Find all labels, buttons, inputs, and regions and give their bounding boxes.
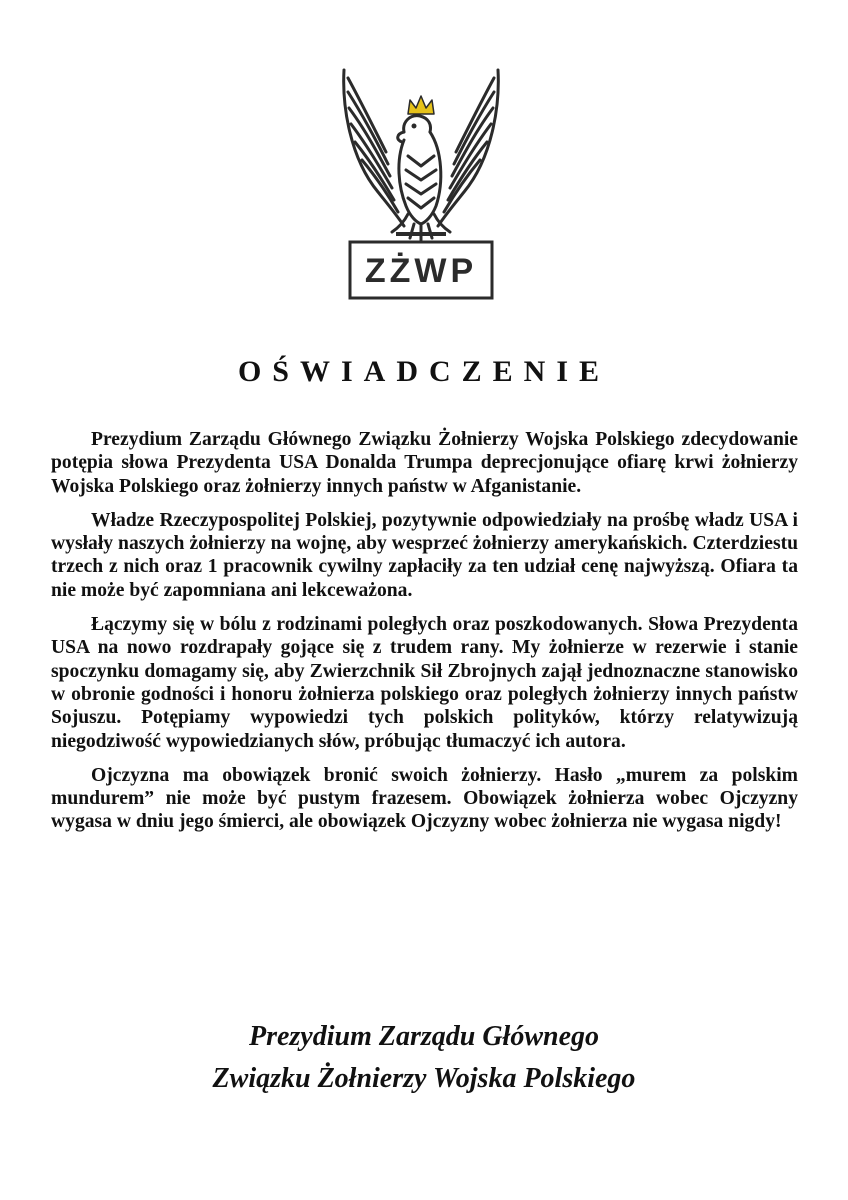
zzwp-logo xyxy=(338,66,504,304)
statement-body xyxy=(51,428,798,845)
paragraph-2: Władze Rzeczypospolitej Polskiej, pozytywnie odpowiedziały na prośbę władz USA i wysłały naszych żołnierzy na wojnę, aby wesprzeć żołnierzy amerykańskich. Czterdziestu trzech z nich oraz 1 pracownik cywilny zapłaciły za ten udział cenę najwyższą. Ofiara ta nie może być zapomniana ani lekceważona. xyxy=(51,509,798,601)
paragraph-4: Ojczyzna ma obowiązek bronić swoich żołnierzy. Hasło „murem za polskim mundurem” nie może być pustym frazesem. Obowiązek żołnierza wobec Ojczyzny wygasa w dniu jego śmierci, ale obowiązek Ojczyzny wobec żołnierza nie wygasa nigdy! xyxy=(51,764,798,833)
signature-block xyxy=(0,1016,848,1100)
logo-text: ZŻWP xyxy=(364,252,478,290)
paragraph-1: Prezydium Zarządu Głównego Związku Żołnierzy Wojska Polskiego zdecydowanie potępia słowa Prezydenta USA Donalda Trumpa deprecjonujące ofiarę krwi żołnierzy Wojska Polskiego oraz żołnierzy innych państw w Afganistanie. xyxy=(51,429,798,497)
document-title: OŚWIADCZENIE xyxy=(237,355,611,388)
paragraph-3: Łączymy się w bólu z rodzinami poległych oraz poszkodowanych. Słowa Prezydenta USA na nowo rozdrapały gojące się z trudem rany. My żołnierze w rezerwie i stanie spoczynku domagamy się, aby Zwierzchnik Sił Zbrojnych zajął jednoznaczne stanowisko w obronie godności i honoru żołnierza polskiego oraz poległych żołnierzy innych państw Sojuszu. Potępiamy wypowiedzi tych polskich polityków, którzy relatywizują niegodziwość wypowiedzianych słów, próbując tłumaczyć ich autora. xyxy=(51,614,798,752)
signature-line-1: Prezydium Zarządu Głównego xyxy=(248,1021,600,1052)
crown-icon xyxy=(408,96,434,114)
signature-line-2: Związku Żołnierzy Wojska Polskiego xyxy=(212,1063,636,1094)
